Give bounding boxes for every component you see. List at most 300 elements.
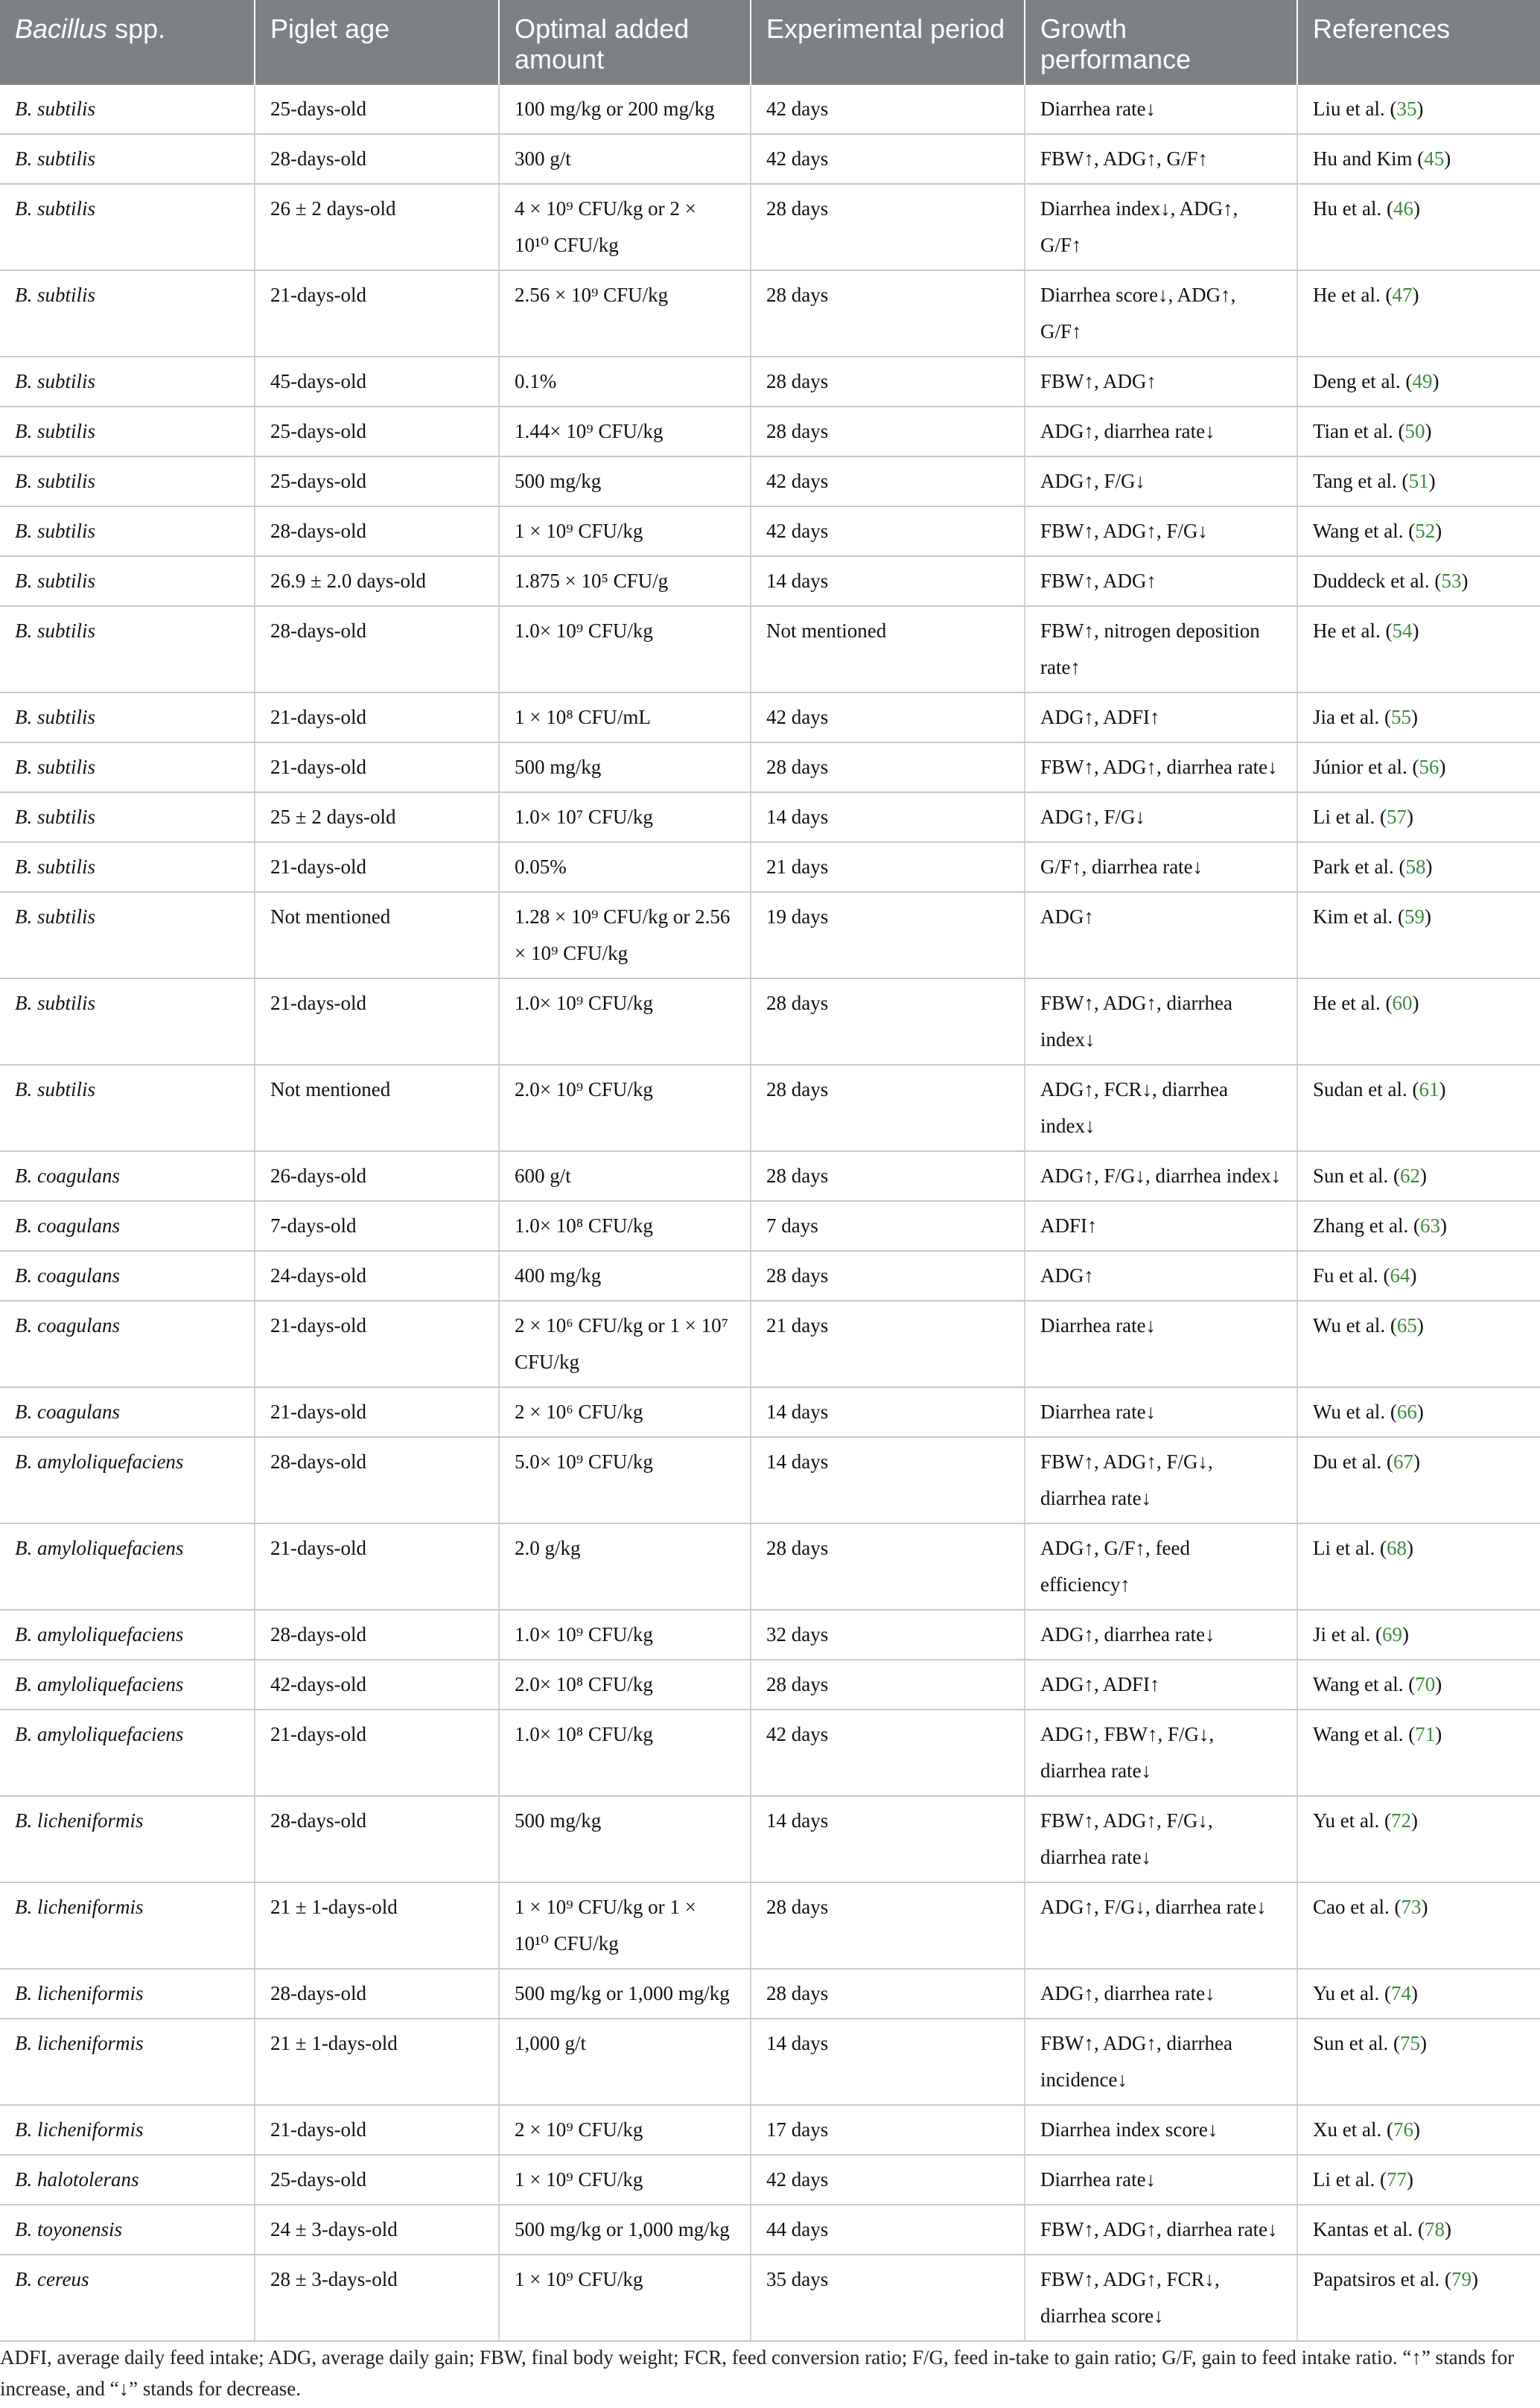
growth-cell: FBW↑, ADG↑, FCR↓, diarrhea score↓ [1025, 2255, 1297, 2341]
age-cell: 26-days-old [255, 1151, 499, 1201]
age-cell: 26.9 ± 2.0 days-old [255, 556, 499, 606]
growth-cell: FBW↑, nitrogen deposition rate↑ [1025, 606, 1297, 692]
reference-close: ) [1410, 1809, 1418, 1832]
reference-author: Li et al. ( [1313, 1537, 1387, 1559]
reference-cell [1297, 1201, 1540, 1251]
header-row [0, 0, 1540, 85]
species-cell: B. licheniformis [0, 1796, 255, 1882]
period-cell: 28 days [751, 1065, 1025, 1151]
reference-cell [1297, 1610, 1540, 1660]
species-cell: B. coagulans [0, 1201, 255, 1251]
reference-link[interactable]: 61 [1419, 1078, 1439, 1101]
age-cell: 24-days-old [255, 1251, 499, 1301]
species-cell: B. subtilis [0, 407, 255, 456]
age-cell: 28-days-old [255, 1796, 499, 1882]
reference-link[interactable]: 68 [1386, 1537, 1407, 1559]
reference-link[interactable]: 64 [1390, 1264, 1410, 1287]
species-cell: B. subtilis [0, 85, 255, 134]
growth-cell: FBW↑, ADG↑, diarrhea rate↓ [1025, 2205, 1297, 2255]
reference-close: ) [1419, 2032, 1427, 2054]
amount-cell: 1.0× 10⁷ CFU/kg [499, 792, 751, 842]
growth-cell: Diarrhea score↓, ADG↑, G/F↑ [1025, 270, 1297, 357]
reference-link[interactable]: 69 [1381, 1623, 1402, 1646]
reference-link[interactable]: 67 [1393, 1450, 1413, 1473]
header-species-genus: Bacillus [15, 13, 108, 44]
reference-link[interactable]: 45 [1424, 147, 1445, 170]
table-row [0, 2155, 1540, 2205]
header-age: Piglet age [255, 0, 499, 85]
amount-cell: 1 × 10⁹ CFU/kg [499, 2155, 751, 2205]
header-period: Experimental period [751, 0, 1025, 85]
period-cell: 44 days [751, 2205, 1025, 2255]
reference-close: ) [1435, 1673, 1442, 1695]
reference-author: He et al. ( [1313, 284, 1393, 306]
growth-cell: FBW↑, ADG↑, F/G↓, diarrhea rate↓ [1025, 1437, 1297, 1523]
reference-link[interactable]: 56 [1419, 756, 1439, 778]
reference-link[interactable]: 60 [1392, 992, 1413, 1014]
period-cell: 28 days [751, 1660, 1025, 1710]
growth-cell: FBW↑, ADG↑, diarrhea rate↓ [1025, 742, 1297, 792]
reference-close: ) [1412, 992, 1419, 1014]
age-cell: 25-days-old [255, 2155, 499, 2205]
growth-cell: ADFI↑ [1025, 1201, 1297, 1251]
reference-close: ) [1412, 284, 1419, 306]
reference-close: ) [1406, 2168, 1413, 2191]
period-cell: 14 days [751, 1796, 1025, 1882]
reference-author: He et al. ( [1313, 992, 1393, 1014]
growth-cell: ADG↑, G/F↑, feed efficiency↑ [1025, 1523, 1297, 1610]
reference-link[interactable]: 63 [1419, 1214, 1440, 1237]
reference-author: Sun et al. ( [1313, 1165, 1400, 1187]
reference-link[interactable]: 49 [1412, 370, 1433, 392]
reference-close: ) [1410, 706, 1418, 728]
period-cell: 28 days [751, 978, 1025, 1065]
table-row [0, 407, 1540, 456]
table-row [0, 692, 1540, 742]
table-row [0, 978, 1540, 1065]
species-cell: B. subtilis [0, 184, 255, 270]
table-row [0, 2255, 1540, 2341]
species-cell: B. subtilis [0, 978, 255, 1065]
age-cell: 28-days-old [255, 506, 499, 556]
reference-cell [1297, 692, 1540, 742]
age-cell: 28-days-old [255, 1437, 499, 1523]
species-cell: B. subtilis [0, 1065, 255, 1151]
reference-cell [1297, 556, 1540, 606]
reference-link[interactable]: 74 [1390, 1982, 1411, 2004]
reference-close: ) [1444, 2218, 1451, 2240]
growth-cell: G/F↑, diarrhea rate↓ [1025, 842, 1297, 892]
reference-link[interactable]: 51 [1408, 470, 1429, 492]
reference-link[interactable]: 70 [1415, 1673, 1436, 1695]
reference-cell [1297, 270, 1540, 357]
age-cell: 21-days-old [255, 692, 499, 742]
age-cell: 24 ± 3-days-old [255, 2205, 499, 2255]
table-row [0, 892, 1540, 978]
period-cell: 19 days [751, 892, 1025, 978]
table-row [0, 85, 1540, 134]
reference-link[interactable]: 50 [1404, 420, 1425, 442]
table-row [0, 792, 1540, 842]
reference-author: Li et al. ( [1313, 806, 1387, 828]
reference-link[interactable]: 47 [1392, 284, 1413, 306]
reference-close: ) [1416, 98, 1424, 120]
reference-author: Ji et al. ( [1313, 1623, 1382, 1646]
period-cell: 42 days [751, 1710, 1025, 1796]
growth-cell: ADG↑, F/G↓, diarrhea index↓ [1025, 1151, 1297, 1201]
species-cell: B. amyloliquefaciens [0, 1523, 255, 1610]
age-cell: 21-days-old [255, 1387, 499, 1437]
species-cell: B. subtilis [0, 506, 255, 556]
age-cell: 21-days-old [255, 1710, 499, 1796]
table-row [0, 1796, 1540, 1882]
species-cell: B. amyloliquefaciens [0, 1437, 255, 1523]
reference-close: ) [1410, 1982, 1418, 2004]
reference-link[interactable]: 76 [1393, 2118, 1413, 2141]
reference-author: Kantas et al. ( [1313, 2218, 1425, 2240]
reference-cell [1297, 742, 1540, 792]
period-cell: 28 days [751, 357, 1025, 407]
growth-cell: FBW↑, ADG↑, F/G↓, diarrhea rate↓ [1025, 1796, 1297, 1882]
table-row [0, 2019, 1540, 2105]
reference-close: ) [1419, 1165, 1427, 1187]
growth-cell: FBW↑, ADG↑, diarrhea incidence↓ [1025, 2019, 1297, 2105]
amount-cell: 2.56 × 10⁹ CFU/kg [499, 270, 751, 357]
reference-cell [1297, 1969, 1540, 2019]
reference-link[interactable]: 54 [1392, 619, 1413, 642]
age-cell: Not mentioned [255, 1065, 499, 1151]
age-cell: 42-days-old [255, 1660, 499, 1710]
table-row [0, 2205, 1540, 2255]
reference-link[interactable]: 59 [1404, 905, 1425, 928]
period-cell: Not mentioned [751, 606, 1025, 692]
growth-cell: ADG↑ [1025, 1251, 1297, 1301]
period-cell: 21 days [751, 842, 1025, 892]
reference-close: ) [1413, 1450, 1420, 1473]
age-cell: 21-days-old [255, 742, 499, 792]
period-cell: 14 days [751, 1387, 1025, 1437]
age-cell: 21-days-old [255, 842, 499, 892]
period-cell: 42 days [751, 456, 1025, 506]
reference-link[interactable]: 73 [1401, 1896, 1422, 1918]
reference-cell [1297, 842, 1540, 892]
reference-link[interactable]: 78 [1424, 2218, 1445, 2240]
age-cell: 45-days-old [255, 357, 499, 407]
growth-cell: FBW↑, ADG↑, F/G↓ [1025, 506, 1297, 556]
growth-cell: FBW↑, ADG↑, diarrhea index↓ [1025, 978, 1297, 1065]
reference-close: ) [1416, 1401, 1424, 1423]
reference-cell [1297, 1065, 1540, 1151]
reference-author: Hu and Kim ( [1313, 147, 1425, 170]
reference-close: ) [1406, 806, 1413, 828]
period-cell: 42 days [751, 506, 1025, 556]
growth-cell: ADG↑, FCR↓, diarrhea index↓ [1025, 1065, 1297, 1151]
species-cell: B. subtilis [0, 556, 255, 606]
reference-close: ) [1406, 1537, 1413, 1559]
amount-cell: 1.0× 10⁸ CFU/kg [499, 1710, 751, 1796]
species-cell: B. subtilis [0, 892, 255, 978]
amount-cell: 500 mg/kg or 1,000 mg/kg [499, 1969, 751, 2019]
amount-cell: 1.0× 10⁹ CFU/kg [499, 1610, 751, 1660]
reference-author: Duddeck et al. ( [1313, 570, 1442, 592]
amount-cell: 5.0× 10⁹ CFU/kg [499, 1437, 751, 1523]
period-cell: 28 days [751, 270, 1025, 357]
growth-cell: Diarrhea index↓, ADG↑, G/F↑ [1025, 184, 1297, 270]
reference-cell [1297, 456, 1540, 506]
header-species-suffix: spp. [107, 13, 166, 44]
reference-close: ) [1435, 1723, 1442, 1745]
amount-cell: 0.1% [499, 357, 751, 407]
reference-link[interactable]: 62 [1399, 1165, 1420, 1187]
reference-author: Sun et al. ( [1313, 2032, 1400, 2054]
reference-close: ) [1428, 470, 1436, 492]
reference-author: Li et al. ( [1313, 2168, 1387, 2191]
period-cell: 17 days [751, 2105, 1025, 2155]
table-row [0, 2105, 1540, 2155]
header-references: References [1297, 0, 1540, 85]
reference-cell [1297, 2019, 1540, 2105]
species-cell: B. toyonensis [0, 2205, 255, 2255]
table-row [0, 556, 1540, 606]
age-cell: 21-days-old [255, 2105, 499, 2155]
species-cell: B. subtilis [0, 606, 255, 692]
growth-cell: Diarrhea rate↓ [1025, 2155, 1297, 2205]
table-row [0, 1437, 1540, 1523]
amount-cell: 2.0× 10⁹ CFU/kg [499, 1065, 751, 1151]
reference-cell [1297, 85, 1540, 134]
period-cell: 28 days [751, 1523, 1025, 1610]
reference-link[interactable]: 46 [1393, 197, 1413, 220]
species-cell: B. licheniformis [0, 2105, 255, 2155]
amount-cell: 500 mg/kg or 1,000 mg/kg [499, 2205, 751, 2255]
growth-cell: ADG↑, FBW↑, F/G↓, diarrhea rate↓ [1025, 1710, 1297, 1796]
reference-cell [1297, 407, 1540, 456]
species-cell: B. coagulans [0, 1387, 255, 1437]
amount-cell: 1.28 × 10⁹ CFU/kg or 2.56 × 10⁹ CFU/kg [499, 892, 751, 978]
period-cell: 28 days [751, 1251, 1025, 1301]
species-cell: B. licheniformis [0, 1969, 255, 2019]
age-cell: 21 ± 1-days-old [255, 2019, 499, 2105]
reference-cell [1297, 1151, 1540, 1201]
reference-cell [1297, 1301, 1540, 1387]
reference-author: Du et al. ( [1313, 1450, 1393, 1473]
reference-close: ) [1444, 147, 1451, 170]
reference-author: Yu et al. ( [1313, 1809, 1391, 1832]
species-cell: B. subtilis [0, 792, 255, 842]
reference-author: Yu et al. ( [1313, 1982, 1391, 2004]
table-row [0, 1065, 1540, 1151]
amount-cell: 100 mg/kg or 200 mg/kg [499, 85, 751, 134]
table-row [0, 270, 1540, 357]
reference-cell [1297, 1437, 1540, 1523]
reference-author: Wu et al. ( [1313, 1314, 1397, 1337]
reference-cell [1297, 2105, 1540, 2155]
table-row [0, 1387, 1540, 1437]
age-cell: 28-days-old [255, 606, 499, 692]
table-row [0, 1251, 1540, 1301]
age-cell: 28 ± 3-days-old [255, 2255, 499, 2341]
reference-link[interactable]: 52 [1415, 520, 1436, 542]
amount-cell: 1.875 × 10⁵ CFU/g [499, 556, 751, 606]
reference-link[interactable]: 58 [1405, 856, 1426, 878]
growth-cell: Diarrhea rate↓ [1025, 1387, 1297, 1437]
species-cell: B. licheniformis [0, 1882, 255, 1969]
header-amount: Optimal added amount [499, 0, 751, 85]
reference-author: Jia et al. ( [1313, 706, 1391, 728]
growth-cell: ADG↑, ADFI↑ [1025, 692, 1297, 742]
period-cell: 32 days [751, 1610, 1025, 1660]
table-footnote: ADFI, average daily feed intake; ADG, average daily gain; FBW, final body weight; FCR, feed conversion ratio; F/G, feed in-take to gain ratio; G/F, gain to feed intake ratio. “↑” stands for increase, and “↓” stands for decrease. [0, 2346, 1515, 2400]
reference-cell [1297, 506, 1540, 556]
reference-author: Wang et al. ( [1313, 1723, 1416, 1745]
table-row [0, 842, 1540, 892]
reference-close: ) [1439, 756, 1446, 778]
reference-cell [1297, 1251, 1540, 1301]
growth-cell: ADG↑, diarrhea rate↓ [1025, 1969, 1297, 2019]
reference-close: ) [1401, 1623, 1409, 1646]
period-cell: 14 days [751, 1437, 1025, 1523]
amount-cell: 2.0 g/kg [499, 1523, 751, 1610]
period-cell: 28 days [751, 184, 1025, 270]
amount-cell: 1,000 g/t [499, 2019, 751, 2105]
reference-close: ) [1425, 856, 1433, 878]
period-cell: 28 days [751, 1882, 1025, 1969]
species-cell: B. subtilis [0, 270, 255, 357]
period-cell: 14 days [751, 792, 1025, 842]
table-row [0, 1969, 1540, 2019]
reference-cell [1297, 978, 1540, 1065]
reference-author: Wang et al. ( [1313, 520, 1416, 542]
amount-cell: 400 mg/kg [499, 1251, 751, 1301]
reference-close: ) [1413, 197, 1420, 220]
reference-cell [1297, 357, 1540, 407]
header-species [0, 0, 255, 85]
growth-cell: Diarrhea rate↓ [1025, 1301, 1297, 1387]
header-growth: Growth performance [1025, 0, 1297, 85]
amount-cell: 1 × 10⁹ CFU/kg [499, 2255, 751, 2341]
reference-link[interactable]: 72 [1390, 1809, 1411, 1832]
reference-close: ) [1461, 570, 1469, 592]
reference-author: Wu et al. ( [1313, 1401, 1397, 1423]
amount-cell: 2 × 10⁶ CFU/kg or 1 × 10⁷ CFU/kg [499, 1301, 751, 1387]
period-cell: 42 days [751, 134, 1025, 184]
species-cell: B. subtilis [0, 357, 255, 407]
reference-link[interactable]: 57 [1386, 806, 1407, 828]
age-cell: 7-days-old [255, 1201, 499, 1251]
amount-cell: 1 × 10⁹ CFU/kg [499, 506, 751, 556]
age-cell: 25-days-old [255, 407, 499, 456]
reference-close: ) [1425, 420, 1432, 442]
amount-cell: 1.0× 10⁹ CFU/kg [499, 606, 751, 692]
species-cell: B. subtilis [0, 134, 255, 184]
reference-link[interactable]: 55 [1390, 706, 1411, 728]
table-row [0, 1523, 1540, 1610]
age-cell: 25-days-old [255, 85, 499, 134]
growth-cell: Diarrhea rate↓ [1025, 85, 1297, 134]
age-cell: 21-days-old [255, 1523, 499, 1610]
growth-cell: ADG↑, F/G↓ [1025, 792, 1297, 842]
reference-cell [1297, 1387, 1540, 1437]
amount-cell: 2 × 10⁹ CFU/kg [499, 2105, 751, 2155]
reference-cell [1297, 892, 1540, 978]
reference-cell [1297, 2255, 1540, 2341]
species-cell: B. licheniformis [0, 2019, 255, 2105]
reference-link[interactable]: 79 [1451, 2268, 1471, 2290]
species-cell: B. subtilis [0, 742, 255, 792]
period-cell: 28 days [751, 1151, 1025, 1201]
amount-cell: 1.0× 10⁸ CFU/kg [499, 1201, 751, 1251]
reference-link[interactable]: 77 [1386, 2168, 1407, 2191]
growth-cell: ADG↑, F/G↓ [1025, 456, 1297, 506]
reference-close: ) [1413, 2118, 1420, 2141]
growth-cell: ADG↑, diarrhea rate↓ [1025, 407, 1297, 456]
age-cell: 21-days-old [255, 1301, 499, 1387]
reference-author: Zhang et al. ( [1313, 1214, 1420, 1237]
reference-cell [1297, 134, 1540, 184]
reference-author: Liu et al. ( [1313, 98, 1397, 120]
reference-cell [1297, 184, 1540, 270]
table-row [0, 606, 1540, 692]
reference-close: ) [1421, 1896, 1428, 1918]
amount-cell: 1.0× 10⁹ CFU/kg [499, 978, 751, 1065]
reference-cell [1297, 1523, 1540, 1610]
period-cell: 14 days [751, 2019, 1025, 2105]
species-cell: B. subtilis [0, 842, 255, 892]
age-cell: 28-days-old [255, 1969, 499, 2019]
period-cell: 35 days [751, 2255, 1025, 2341]
reference-author: Cao et al. ( [1313, 1896, 1401, 1918]
reference-cell [1297, 1882, 1540, 1969]
species-cell: B. subtilis [0, 456, 255, 506]
growth-cell: ADG↑, ADFI↑ [1025, 1660, 1297, 1710]
period-cell: 42 days [751, 85, 1025, 134]
reference-link[interactable]: 66 [1396, 1401, 1417, 1423]
reference-link[interactable]: 75 [1399, 2032, 1420, 2054]
growth-cell: Diarrhea index score↓ [1025, 2105, 1297, 2155]
age-cell: 25 ± 2 days-old [255, 792, 499, 842]
reference-close: ) [1410, 1264, 1417, 1287]
amount-cell: 500 mg/kg [499, 742, 751, 792]
amount-cell: 1 × 10⁸ CFU/mL [499, 692, 751, 742]
reference-author: Tang et al. ( [1313, 470, 1409, 492]
growth-cell: ADG↑, diarrhea rate↓ [1025, 1610, 1297, 1660]
reference-close: ) [1432, 370, 1439, 392]
species-cell: B. halotolerans [0, 2155, 255, 2205]
reference-link[interactable]: 35 [1396, 98, 1417, 120]
age-cell: 25-days-old [255, 456, 499, 506]
reference-link[interactable]: 65 [1396, 1314, 1417, 1337]
reference-author: Xu et al. ( [1313, 2118, 1393, 2141]
table-row [0, 357, 1540, 407]
species-cell: B. coagulans [0, 1301, 255, 1387]
species-cell: B. amyloliquefaciens [0, 1610, 255, 1660]
period-cell: 14 days [751, 556, 1025, 606]
period-cell: 21 days [751, 1301, 1025, 1387]
reference-link[interactable]: 53 [1441, 570, 1462, 592]
reference-author: He et al. ( [1313, 619, 1393, 642]
period-cell: 28 days [751, 407, 1025, 456]
period-cell: 28 days [751, 1969, 1025, 2019]
reference-close: ) [1435, 520, 1442, 542]
reference-link[interactable]: 71 [1415, 1723, 1436, 1745]
age-cell: 26 ± 2 days-old [255, 184, 499, 270]
reference-close: ) [1439, 1214, 1447, 1237]
amount-cell: 300 g/t [499, 134, 751, 184]
growth-cell: ADG↑ [1025, 892, 1297, 978]
age-cell: Not mentioned [255, 892, 499, 978]
reference-cell [1297, 2205, 1540, 2255]
reference-author: Papatsiros et al. ( [1313, 2268, 1451, 2290]
